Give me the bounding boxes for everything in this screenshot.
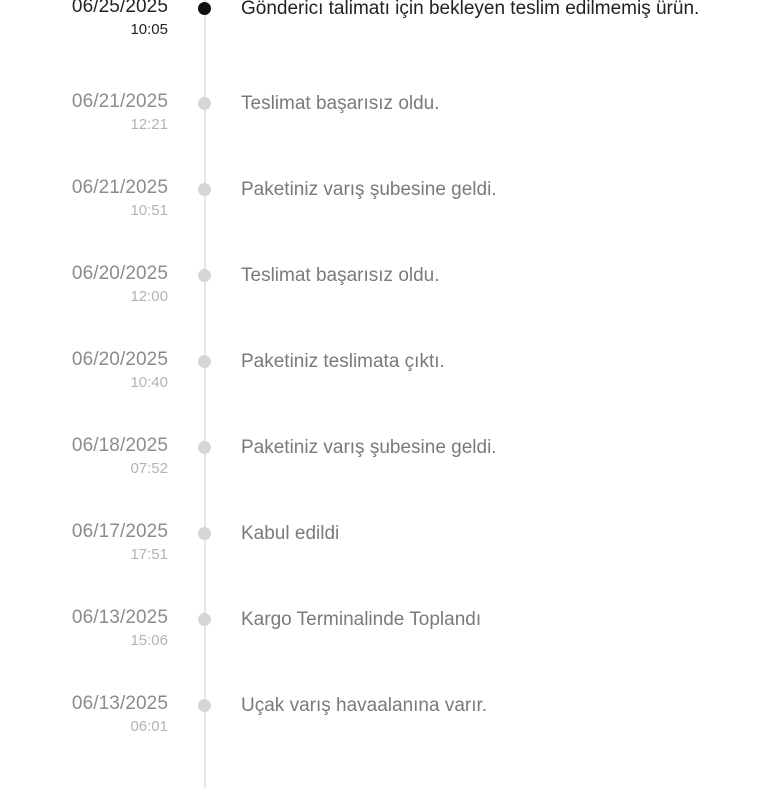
event-time: 10:40 xyxy=(130,374,168,391)
event-date: 06/20/2025 xyxy=(71,263,168,284)
timeline-dot-icon xyxy=(198,527,211,540)
event-time: 10:51 xyxy=(130,202,168,219)
timeline-dot-icon xyxy=(198,355,211,368)
event-date: 06/25/2025 xyxy=(71,0,168,17)
timeline-dot-icon xyxy=(198,97,211,110)
event-description: Kabul edildi xyxy=(241,523,340,544)
timeline-dot-icon xyxy=(198,699,211,712)
event-date: 06/21/2025 xyxy=(71,177,168,198)
timeline-dot-icon xyxy=(198,441,211,454)
timeline-event xyxy=(0,169,768,255)
event-description: Teslimat başarısız oldu. xyxy=(241,93,440,114)
timeline-dot-icon xyxy=(198,183,211,196)
event-description: Göndericı talimatı için bekleyen teslim edilmemiş ürün. xyxy=(241,0,700,19)
event-description: Kargo Terminalinde Toplandı xyxy=(241,609,482,630)
timeline-event xyxy=(0,255,768,341)
event-time: 06:01 xyxy=(130,718,168,735)
event-date: 06/17/2025 xyxy=(71,521,168,542)
timeline-dot-icon xyxy=(198,613,211,626)
event-date: 06/13/2025 xyxy=(71,693,168,714)
event-description: Paketiniz teslimata çıktı. xyxy=(241,351,445,372)
timeline-event xyxy=(0,83,768,169)
event-description: Teslimat başarısız oldu. xyxy=(241,265,440,286)
timeline-event xyxy=(0,513,768,599)
event-time: 07:52 xyxy=(130,460,168,477)
event-date: 06/18/2025 xyxy=(71,435,168,456)
timeline-dot-icon xyxy=(198,2,211,15)
event-date: 06/13/2025 xyxy=(71,607,168,628)
timeline-event xyxy=(0,341,768,427)
event-description: Uçak varış havaalanına varır. xyxy=(241,695,488,716)
timeline-event xyxy=(0,427,768,513)
event-date: 06/21/2025 xyxy=(71,91,168,112)
timeline-event xyxy=(0,599,768,685)
event-time: 15:06 xyxy=(130,632,168,649)
timeline-event-current xyxy=(0,0,768,74)
event-time: 17:51 xyxy=(130,546,168,563)
event-description: Paketiniz varış şubesine geldi. xyxy=(241,437,497,458)
event-time: 10:05 xyxy=(130,21,168,38)
event-time: 12:21 xyxy=(130,116,168,133)
event-time: 12:00 xyxy=(130,288,168,305)
timeline-event xyxy=(0,685,768,771)
event-date: 06/20/2025 xyxy=(71,349,168,370)
event-description: Paketiniz varış şubesine geldi. xyxy=(241,179,497,200)
timeline-dot-icon xyxy=(198,269,211,282)
